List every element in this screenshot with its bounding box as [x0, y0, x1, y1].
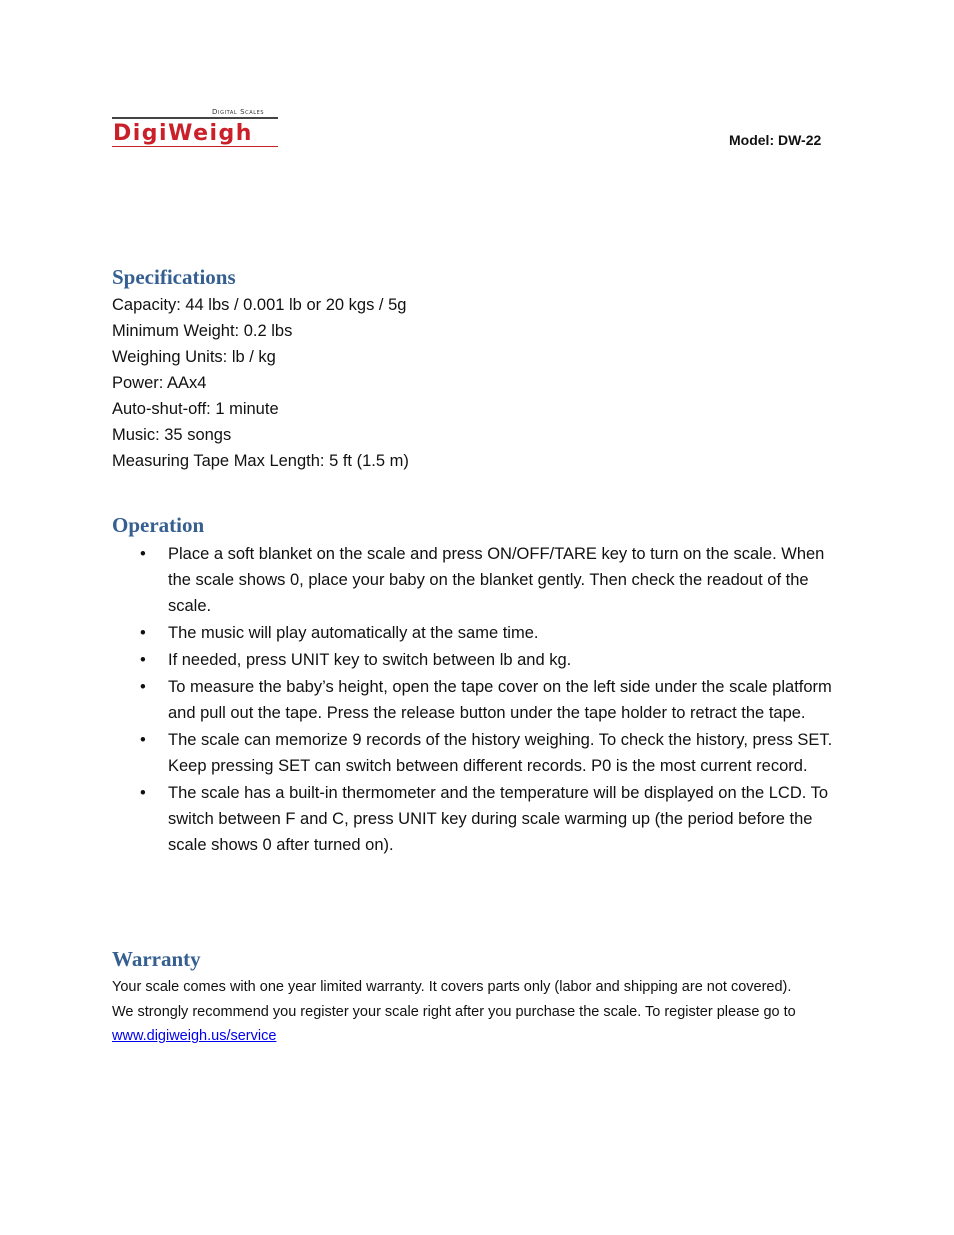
- warranty-text: [112, 975, 812, 1049]
- model-number: Model: DW-22: [729, 132, 822, 148]
- bullet-icon: •: [140, 784, 146, 802]
- bullet-icon: •: [140, 624, 146, 642]
- specifications-list: [112, 292, 409, 474]
- operation-item: [112, 780, 842, 858]
- spec-item-minimum-weight: Minimum Weight: 0.2 lbs: [112, 322, 293, 340]
- operation-item-text: To measure the baby’s height, open the tape cover on the left side under the scale platform and pull out the tape. Press the release button under the tape holder to retract the tape.: [168, 678, 832, 722]
- operation-list: [112, 541, 842, 859]
- spec-item-power: Power: AAx4: [112, 374, 207, 392]
- operation-item: [112, 620, 842, 646]
- logo-wordmark: DigiWeigh: [113, 121, 253, 146]
- warranty-heading: Warranty: [112, 947, 201, 971]
- operation-item-text: The scale has a built-in thermometer and the temperature will be displayed on the LCD. To switch between F and C, press UNIT key during scale warming up (the period before the scale shows 0 after turned on).: [168, 784, 829, 854]
- spec-item-capacity: Capacity: 44 lbs / 0.001 lb or 20 kgs / 5g: [112, 296, 407, 314]
- bullet-icon: •: [140, 651, 146, 669]
- operation-item-text: The scale can memorize 9 records of the history weighing. To check the history, press SET. Keep pressing SET can switch between different records. P0 is the most current record.: [168, 731, 833, 775]
- operation-item-text: If needed, press UNIT key to switch between lb and kg.: [168, 651, 572, 669]
- logo-tagline: Digital Scales: [212, 108, 265, 116]
- warranty-body: Your scale comes with one year limited warranty. It covers parts only (labor and shipping are not covered). We strongly recommend you register your scale right after you purchase the scale. To register please go to: [112, 979, 796, 1020]
- operation-item: [112, 727, 842, 779]
- spec-item-measuring-tape: Measuring Tape Max Length: 5 ft (1.5 m): [112, 452, 409, 470]
- logo-rule-bottom: [112, 146, 278, 147]
- spec-item-auto-shut-off: Auto-shut-off: 1 minute: [112, 400, 279, 418]
- operation-item: [112, 647, 842, 673]
- specifications-heading: Specifications: [112, 265, 236, 289]
- bullet-icon: •: [140, 678, 146, 696]
- operation-item-text: The music will play automatically at the same time.: [168, 624, 539, 642]
- operation-heading: Operation: [112, 513, 205, 537]
- operation-item-text: Place a soft blanket on the scale and press ON/OFF/TARE key to turn on the scale. When the scale shows 0, place your baby on the blanket gently. Then check the readout of the scale.: [168, 545, 825, 615]
- operation-item: [112, 541, 842, 619]
- bullet-icon: •: [140, 731, 146, 749]
- logo-rule-top: [112, 117, 278, 119]
- bullet-icon: •: [140, 545, 146, 563]
- operation-item: [112, 674, 842, 726]
- service-link[interactable]: www.digiweigh.us/service: [112, 1028, 277, 1044]
- spec-item-music: Music: 35 songs: [112, 426, 232, 444]
- digiweigh-logo: [112, 108, 282, 150]
- spec-item-weighing-units: Weighing Units: lb / kg: [112, 348, 276, 366]
